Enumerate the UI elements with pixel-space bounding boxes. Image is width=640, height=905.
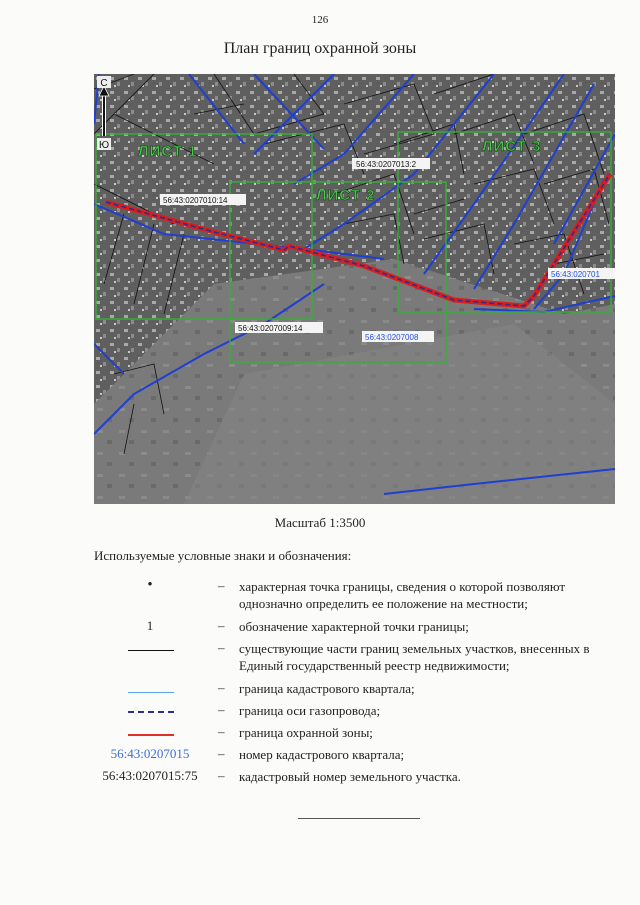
legend-row-number [94,618,614,640]
legend-row-protection-zone [94,724,614,746]
legend [94,578,614,788]
legend-dash: – [218,768,225,783]
legend-desc [239,640,609,674]
legend-desc [239,702,609,719]
legend-desc [239,768,609,785]
legend-desc [239,746,609,763]
map-scale: Масштаб 1:3500 [274,515,366,530]
legend-desc-line: кадастровый номер земельного участка. [239,769,461,784]
footer-rule [298,818,420,819]
page-title: План границ охранной зоны [223,40,417,57]
legend-point-symbol: • [147,577,153,593]
legend-black-line-symbol [128,650,174,651]
legend-desc-line: граница кадастрового квартала; [239,681,415,696]
compass-north-label: С [100,78,108,89]
legend-dash: – [218,578,225,593]
legend-quarter-number-symbol: 56:43:0207015 [110,746,190,761]
sheet-label-2: ЛИСТ 2 [316,187,376,204]
legend-desc [239,680,609,697]
legend-dash: – [218,702,225,717]
legend-desc-line: граница охранной зоны; [239,725,373,740]
legend-desc-line: обозначение характерной точки границы; [239,619,469,634]
legend-dash: – [218,640,225,655]
legend-row-parcel-boundary [94,640,614,680]
parcel-label-0207013-2: 56:43:0207013:2 [356,160,417,169]
legend-desc [239,578,609,612]
sheet-label-3: ЛИСТ 3 [482,138,542,155]
legend-desc-line: Единый государственный реестр недвижимости; [239,658,510,673]
legend-desc-line: характерная точка границы, сведения о которой позволяют [239,579,566,594]
legend-desc-line: граница оси газопровода; [239,703,381,718]
legend-row-quarter-number [94,746,614,768]
legend-desc [239,618,609,635]
legend-intro: Используемые условные знаки и обозначения: [94,548,352,563]
legend-parcel-number-symbol: 56:43:0207015:75 [102,768,198,783]
legend-blue-line-symbol [128,692,174,693]
legend-desc-line: однозначно определить ее положение на местности; [239,596,528,611]
legend-row-gas-axis [94,702,614,724]
quarter-label-020701: 56:43:020701 [551,270,600,279]
legend-row-point [94,578,614,616]
legend-row-parcel-number [94,768,614,790]
legend-dash: – [218,618,225,633]
quarter-label-0207008: 56:43:0207008 [365,333,419,342]
legend-dash: – [218,746,225,761]
cadastral-map [94,74,615,504]
parcel-label-0207009-14: 56:43:0207009:14 [238,324,303,333]
compass-south-label: Ю [98,140,110,151]
legend-desc-line: номер кадастрового квартала; [239,747,405,762]
legend-dash: – [218,680,225,695]
legend-desc [239,724,609,741]
legend-number-symbol: 1 [146,618,154,633]
legend-dash: – [218,724,225,739]
page-number: 126 [311,14,329,26]
legend-desc-line: существующие части границ земельных участков, внесенных в [239,641,590,656]
map-canvas [94,74,615,504]
legend-red-line-symbol [128,734,174,736]
sheet-label-1: ЛИСТ 1 [138,143,198,160]
legend-row-quarter-boundary [94,680,614,702]
parcel-label-0207010-14: 56:43:0207010:14 [163,196,228,205]
legend-dashed-line-symbol [128,711,174,713]
